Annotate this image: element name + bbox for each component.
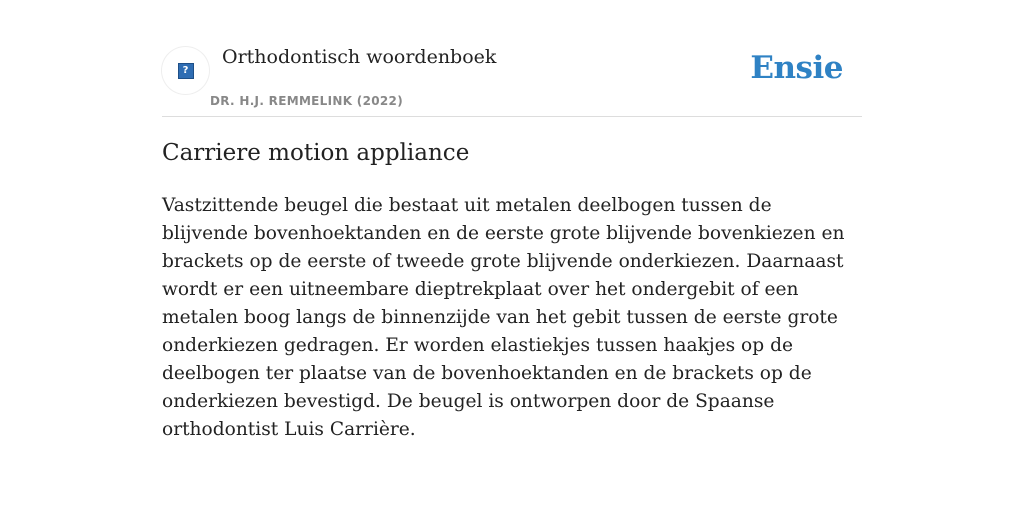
dictionary-cover-link[interactable] xyxy=(162,47,209,94)
ensie-logo[interactable]: Ensie xyxy=(750,50,843,86)
dictionary-title-link[interactable]: Orthodontisch woordenboek xyxy=(222,46,497,68)
book-question-icon: ? xyxy=(178,63,194,79)
entry-term: Carriere motion appliance xyxy=(162,140,470,166)
entry-definition: Vastzittende beugel die bestaat uit metalen deelbogen tussen de blijvende bovenhoektanden en de eerste grote blijvende bovenkiezen en brackets op de eerste of tweede grote blijvende onderkiezen. Daarnaast wordt er een uitneembare dieptrekplaat over het ondergebit of een metalen boog langs de binnenzijde van het gebit tussen de eerste grote onderkiezen gedragen. Er worden elastiekjes tussen haakjes op de deelbogen ter plaatse van de bovenhoektanden en de brackets op de onderkiezen bevestigd. De beugel is ontworpen door de Spaanse orthodontist Luis Carrière. xyxy=(162,195,845,440)
entry-card xyxy=(162,0,862,440)
dictionary-author: DR. H.J. REMMELINK (2022) xyxy=(210,94,403,108)
dictionary-header xyxy=(162,0,862,117)
